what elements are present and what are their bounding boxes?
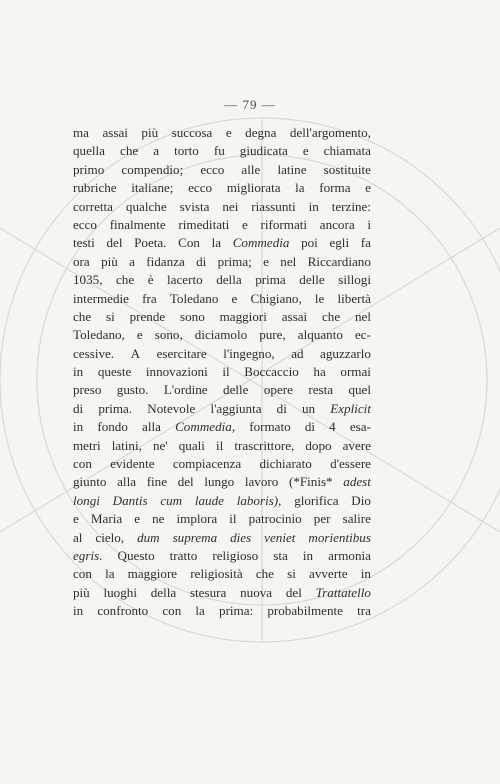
word: ad (291, 345, 304, 361)
word: ecco (200, 161, 225, 177)
word: compendio; (121, 161, 184, 177)
word: più (101, 253, 118, 269)
word: migliorata (226, 180, 281, 196)
word: fondo (97, 419, 128, 435)
word: di (276, 400, 287, 416)
word: corretta (73, 198, 113, 214)
word: testi (73, 235, 95, 251)
word: e (134, 511, 141, 527)
text-line (73, 345, 371, 363)
word: esa- (349, 419, 371, 435)
word: prima. (98, 400, 133, 416)
word: e (225, 125, 232, 140)
body-text (73, 124, 371, 621)
word: ne (152, 511, 165, 527)
word: la (105, 566, 115, 582)
word: implora (176, 511, 218, 527)
word: evidente (110, 456, 155, 472)
word: per (313, 511, 331, 527)
text-line (73, 584, 371, 602)
word: e (302, 143, 309, 159)
text-line (73, 547, 371, 565)
text-line (73, 271, 371, 289)
word: prima: (219, 603, 254, 619)
word: gusto. (116, 382, 149, 398)
word: torto (174, 143, 199, 159)
word: riassunti (251, 198, 296, 214)
word: la (295, 180, 305, 196)
word: giunto (73, 474, 107, 490)
text-line (73, 510, 371, 528)
word: patrocinio (248, 511, 302, 527)
word: di (73, 400, 84, 416)
word: nel (280, 253, 297, 269)
text-line (73, 492, 371, 510)
word: Dantis (112, 492, 148, 508)
word: sta (273, 547, 288, 563)
word: più (141, 125, 159, 140)
word: morientibus (308, 529, 371, 545)
text-line (73, 455, 371, 473)
word: religioso (212, 547, 259, 563)
word: del (177, 474, 194, 490)
word: svista (179, 198, 210, 214)
word: fa (360, 235, 371, 251)
word: pure, (259, 327, 286, 343)
text-line (73, 473, 371, 491)
word: dies (230, 529, 252, 545)
word: sillogi (338, 272, 371, 288)
word: a (129, 253, 135, 269)
word: in (73, 603, 84, 619)
word: in (302, 547, 314, 563)
word: delle (299, 272, 325, 288)
word: si (106, 308, 115, 324)
word: ecco (188, 180, 213, 196)
word: Dio (351, 492, 371, 508)
word: fidanza (146, 253, 185, 269)
word: il (222, 364, 230, 380)
text-line (73, 565, 371, 583)
word: quel (348, 382, 371, 398)
word: longi (73, 492, 100, 508)
word: e (263, 253, 269, 269)
word: in (360, 566, 371, 582)
word: prima (255, 272, 286, 288)
word: nuova (240, 584, 273, 600)
word: veniet (264, 529, 296, 545)
word: e (73, 511, 79, 527)
word: le (314, 290, 325, 306)
word: in (73, 364, 84, 380)
word: nei (222, 198, 239, 214)
word: Con (178, 235, 200, 251)
text-line (73, 198, 371, 216)
word: stesura (189, 584, 227, 600)
word: lacerto (167, 272, 203, 288)
word: che (73, 308, 92, 324)
text-line (73, 602, 371, 620)
text-line (73, 400, 371, 418)
word: resta (308, 382, 334, 398)
word: dell'argomento, (289, 125, 371, 140)
word: Commedia, (175, 419, 236, 435)
word: chiamata (323, 143, 371, 159)
word: terzine: (331, 198, 371, 214)
word: nel (354, 308, 371, 324)
word: intermedie (73, 290, 129, 306)
word: sostituite (323, 161, 371, 177)
word: prende (129, 308, 166, 324)
word: confronto (97, 603, 149, 619)
text-line (73, 253, 371, 271)
word: fra (142, 290, 157, 306)
word: latine (277, 161, 307, 177)
word: alla (142, 419, 161, 435)
word: probabilmente (267, 603, 343, 619)
word: Riccardiano (307, 253, 371, 269)
word: fine (146, 474, 168, 490)
word: trascrittore, (234, 437, 295, 453)
word: Questo (117, 547, 155, 563)
word: al (73, 529, 83, 545)
word: ha (313, 364, 326, 380)
word: succosa (171, 125, 213, 140)
text-line (73, 437, 371, 455)
word: laboris), (236, 492, 282, 508)
word: lavoro (244, 474, 279, 490)
word: alle (241, 161, 261, 177)
word: latini, (111, 437, 142, 453)
word: alla (117, 474, 137, 490)
word: rubriche (73, 180, 117, 196)
word: diciamolo (194, 327, 248, 343)
word: quali (178, 437, 205, 453)
word: esercitare (156, 345, 207, 361)
word: di (196, 253, 207, 269)
word: ecco (73, 216, 97, 232)
word: egli (329, 235, 350, 251)
word: finalmente (109, 216, 166, 232)
word: ma (73, 125, 89, 140)
word: a (153, 143, 160, 159)
word: della (216, 272, 242, 288)
word: Toledano (169, 290, 219, 306)
word: dichiarato (259, 456, 312, 472)
word: italiane; (131, 180, 174, 196)
word: un (302, 400, 316, 416)
word: giudicata (239, 143, 288, 159)
word: ancora (319, 216, 355, 232)
word: del (106, 235, 123, 251)
word: si (287, 566, 296, 582)
text-line (73, 179, 371, 197)
word: tra (357, 603, 371, 619)
word: con (73, 456, 92, 472)
word: ora (73, 253, 90, 269)
word: Boccaccio (244, 364, 299, 380)
word: sono (180, 308, 205, 324)
word: della (150, 584, 177, 600)
word: sono, (154, 327, 183, 343)
word: (*Finis* (288, 474, 333, 490)
word: Maria (90, 511, 123, 527)
word: 1035, (73, 272, 103, 288)
word: Notevole (147, 400, 196, 416)
word: del (285, 584, 302, 600)
word: salire (342, 511, 371, 527)
word: A (130, 345, 141, 361)
word: l'ingegno, (223, 345, 275, 361)
word: compiacenza (172, 456, 242, 472)
text-line (73, 290, 371, 308)
word: 4 (329, 419, 336, 435)
word: che (255, 566, 274, 582)
word: Trattatello (315, 584, 371, 600)
word: innovazioni (145, 364, 208, 380)
word: preso (73, 382, 102, 398)
word: e (365, 180, 371, 196)
word: laude (194, 492, 224, 508)
word: Poeta. (134, 235, 167, 251)
word: più (73, 584, 90, 600)
word: in (308, 198, 319, 214)
word: cielo, (95, 529, 125, 545)
word: quella (73, 143, 105, 159)
word: alquanto (297, 327, 343, 343)
word: i (367, 216, 371, 232)
word: metri (73, 437, 101, 453)
word: dopo (305, 437, 332, 453)
text-line (73, 381, 371, 399)
word: maggiori (219, 308, 267, 324)
word: in (73, 419, 84, 435)
word: forma (319, 180, 351, 196)
word: assai (281, 308, 308, 324)
word: che (321, 308, 341, 324)
word: il (229, 511, 237, 527)
word: prima; (217, 253, 252, 269)
word: cum (160, 492, 183, 508)
text-line (73, 529, 371, 547)
word: rimeditati (178, 216, 230, 232)
word: delle (223, 382, 249, 398)
word: riformati (260, 216, 308, 232)
word: luoghi (103, 584, 137, 600)
word: formato (249, 419, 291, 435)
word: qualche (125, 198, 167, 214)
word: e (242, 216, 248, 232)
word: degna (245, 125, 277, 140)
word: dum (137, 529, 160, 545)
word: religiosità (190, 566, 243, 582)
text-line (73, 216, 371, 234)
text-line (73, 418, 371, 436)
word: che (116, 272, 135, 288)
word: è (147, 272, 154, 288)
word: avere (342, 437, 371, 453)
word: l'aggiunta (210, 400, 262, 416)
text-line (73, 308, 371, 326)
word: e (136, 327, 143, 343)
word: lungo (204, 474, 235, 490)
word: ne' (152, 437, 168, 453)
word: Explicit (330, 400, 371, 416)
word: L'ordine (163, 382, 208, 398)
word: e (231, 290, 238, 306)
text-line (73, 124, 371, 142)
word: che (120, 143, 139, 159)
word: di (304, 419, 316, 435)
word: tratto (169, 547, 198, 563)
word: Chigiano, (250, 290, 302, 306)
word: suprema (172, 529, 218, 545)
word: il (215, 437, 224, 453)
word: Commedia (232, 235, 290, 251)
word: d'essere (330, 456, 371, 472)
text-line (73, 326, 371, 344)
word: con (73, 566, 92, 582)
word: ec- (354, 327, 371, 343)
word: adest (343, 474, 371, 490)
word: glorifica (294, 492, 339, 508)
word: queste (97, 364, 132, 380)
text-line (73, 363, 371, 381)
word: aguzzarlo (320, 345, 371, 361)
word: primo (73, 161, 105, 177)
word: libertà (337, 290, 371, 306)
page-number: — 79 — (224, 97, 276, 112)
word: poi (301, 235, 318, 251)
word: opere (263, 382, 293, 398)
word: la (195, 603, 205, 619)
word: cessive. (73, 345, 115, 361)
word: con (162, 603, 182, 619)
word: avverte (309, 566, 348, 582)
text-line (73, 234, 371, 252)
word: Toledano, (73, 327, 125, 343)
text-line (73, 142, 371, 160)
word: ormai (340, 364, 371, 380)
word: fu (213, 143, 225, 159)
word: maggiore (127, 566, 178, 582)
word: egris. (73, 547, 103, 563)
word: la (211, 235, 222, 251)
word: armonia (328, 547, 371, 563)
text-line (73, 161, 371, 179)
word: assai (102, 125, 128, 140)
